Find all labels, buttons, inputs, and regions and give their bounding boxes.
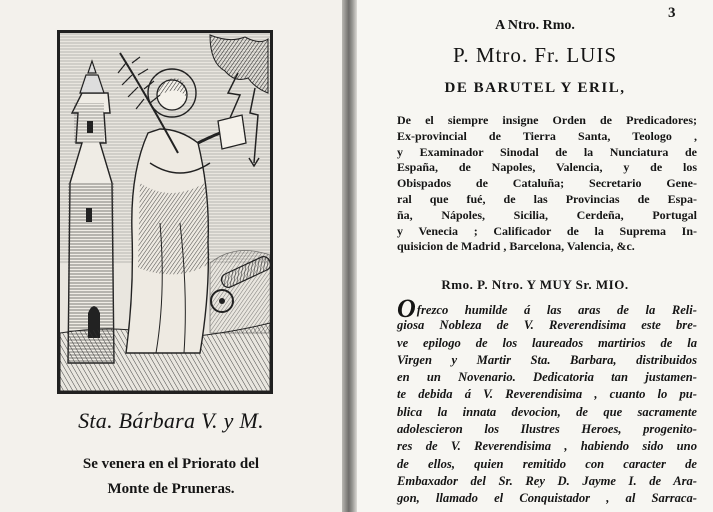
engraving-illustration [60, 33, 270, 391]
body-line: de ellos, quien remitido con caracter de [397, 456, 697, 471]
title-line: quisicion de Madrid , Barcelona, Valencia, &c. [397, 239, 635, 254]
right-page [357, 0, 713, 512]
dedicatee-name: P. Mtro. Fr. LUIS [452, 43, 618, 67]
book-gutter [342, 0, 357, 512]
title-line: y Examinador Sinodal de la Nunciatura de [397, 144, 697, 159]
page-number: 3 [668, 5, 676, 21]
title-line: ña, Nápoles, Sicilia, Cerdeña, Portugal [397, 207, 697, 222]
body-first-line-text: frezco humilde á las aras de la Reli- [416, 303, 697, 317]
title-line: y Venecia ; Calificador de la Suprema In- [397, 223, 697, 238]
venera-line-1: Se venera en el Priorato del [82, 456, 260, 472]
body-line-first [397, 294, 697, 323]
left-page [0, 0, 342, 512]
venera-line-2: Monte de Pruneras. [107, 481, 235, 497]
dedicatee-surname: DE BARUTEL Y ERIL, [444, 80, 626, 96]
drop-capital: O [397, 294, 416, 323]
saint-caption: Sta. Bárbara V. y M. [78, 408, 264, 433]
body-line: blica la innata devocion, de que sacramente [397, 404, 697, 419]
body-line: res de V. Reverendisima , habiendo sido uno [397, 439, 697, 454]
title-line: Obispados de Cataluña; Secretario Gene- [397, 176, 697, 191]
title-line: ral que fué, de las Provincias de Espa- [397, 191, 697, 206]
body-line: te debida á V. Reverendisima , cuanto lo pu- [397, 387, 697, 402]
dedication-heading: A Ntro. Rmo. [495, 18, 575, 33]
body-line: Virgen y Martir Sta. Barbara, distribuidos [397, 352, 697, 367]
body-line: ve epilogo de los laureados martirios de la [397, 335, 697, 350]
title-line: España, de Napoles, Valencia, y de los [397, 160, 697, 175]
body-line: gon, llamado el Conquistador , al Sarraca- [397, 491, 697, 506]
dedication-body [397, 294, 697, 508]
body-line: en un Novenario. Dedicatoria tan justamen- [397, 370, 697, 385]
title-line: Ex-provincial de Tierra Santa, Teologo , [397, 128, 697, 143]
saint-barbara-engraving [57, 30, 273, 394]
body-line: Embaxador del Sr. Rey D. Jayme I. de Ara- [397, 473, 697, 488]
body-line: giosa Nobleza de V. Reverendisima este bre- [397, 318, 697, 333]
dedicatee-titles [397, 113, 697, 255]
body-line: adolescieron los Ilustres Heroes, progenito- [397, 422, 697, 437]
title-line: De el siempre insigne Orden de Predicadores; [397, 113, 697, 127]
salutation: Rmo. P. Ntro. Y MUY Sr. MIO. [441, 277, 629, 292]
